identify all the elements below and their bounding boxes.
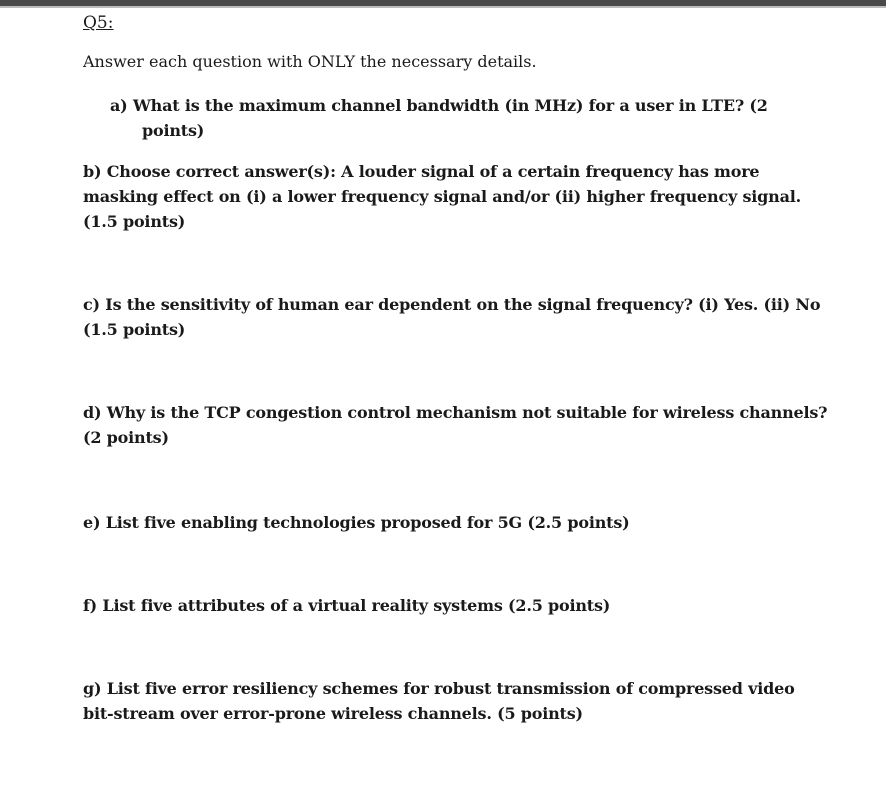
question-b-line-3: (1.5 points) <box>83 212 186 231</box>
question-c-line-2: (1.5 points) <box>83 320 186 339</box>
question-g <box>83 676 795 726</box>
question-g-line-2: bit-stream over error-prone wireless channels. (5 points) <box>83 704 583 723</box>
question-heading: Q5: <box>83 13 114 33</box>
question-a <box>110 93 768 143</box>
question-b-line-2: masking effect on (i) a lower frequency signal and/or (ii) higher frequency signal. <box>83 187 801 206</box>
question-f-line-1: f) List five attributes of a virtual reality systems (2.5 points) <box>83 596 611 615</box>
question-a-line-1: a) What is the maximum channel bandwidth (in MHz) for a user in LTE? (2 <box>110 96 768 115</box>
question-g-line-1: g) List five error resiliency schemes for robust transmission of compressed video <box>83 679 795 698</box>
top-border-shadow <box>0 6 886 8</box>
question-d <box>83 400 827 450</box>
question-d-line-1: d) Why is the TCP congestion control mechanism not suitable for wireless channels? <box>83 403 828 422</box>
question-d-line-2: (2 points) <box>83 428 169 447</box>
question-e-line-1: e) List five enabling technologies proposed for 5G (2.5 points) <box>83 513 630 532</box>
question-b-line-1: b) Choose correct answer(s): A louder signal of a certain frequency has more <box>83 162 760 181</box>
question-b <box>83 159 801 234</box>
instructions-text: Answer each question with ONLY the necessary details. <box>83 52 537 71</box>
question-a-line-2: points) <box>142 121 205 140</box>
question-e <box>83 510 630 535</box>
question-c <box>83 292 820 342</box>
question-f <box>83 593 610 618</box>
question-c-line-1: c) Is the sensitivity of human ear dependent on the signal frequency? (i) Yes. (ii) No <box>83 295 821 314</box>
